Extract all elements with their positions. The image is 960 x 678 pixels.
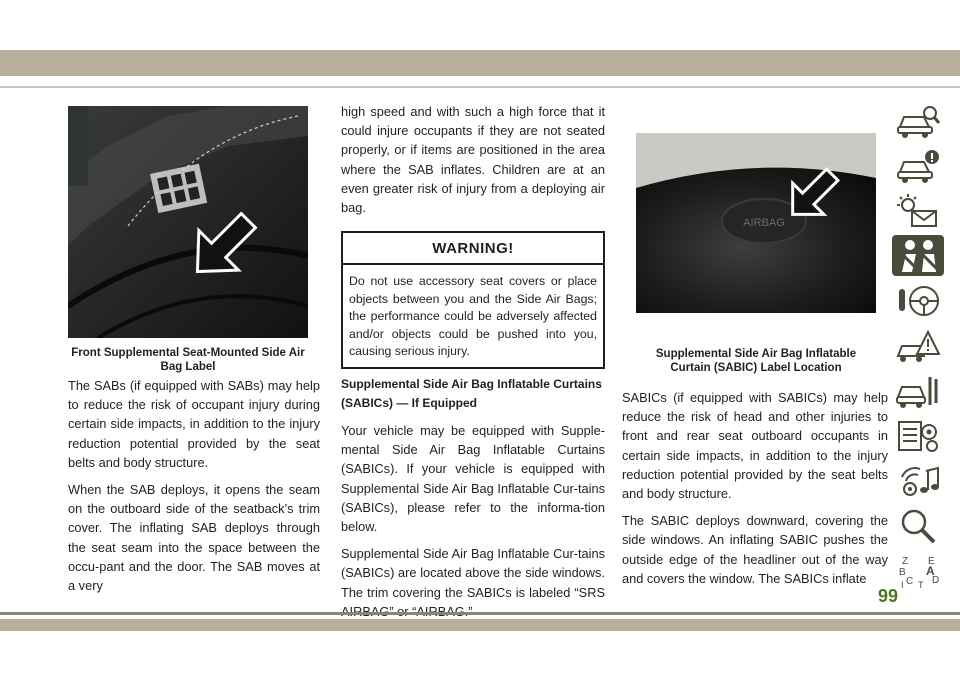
- index-letter: T: [918, 579, 924, 589]
- top-rule: [0, 86, 960, 88]
- index-letter: Z: [902, 555, 909, 567]
- bottom-rule: [0, 612, 960, 615]
- chapter-tab-multimedia[interactable]: [892, 460, 944, 501]
- left-photo-caption: Front Supplemental Seat-Mounted Side Air Bag Label: [71, 347, 305, 373]
- chapter-tab-technical-specs[interactable]: [892, 415, 944, 456]
- chapter-tab-index[interactable]: [892, 550, 944, 591]
- multimedia-icon: [896, 463, 940, 499]
- warning-lights-icon: [896, 193, 940, 229]
- chapter-tab-vehicle-info[interactable]: [892, 145, 944, 186]
- airbag-embossed-text: AIRBAG: [743, 217, 785, 229]
- chapter-tab-servicing[interactable]: [892, 370, 944, 411]
- text-column-1: [68, 376, 320, 603]
- bottom-decorative-band: [0, 619, 960, 631]
- maintenance-icon: [896, 418, 940, 454]
- sabic-label-photo: [636, 133, 876, 313]
- paragraph: Supplemental Side Air Bag Inflatable Cur-tains (SABICs) are located above the side windows. The trim covering the SABICs is labeled “SRS: [341, 546, 605, 600]
- paragraph: SABICs (if equipped with SABICs) may help reduce the risk of head and other injuries to front and rear seat outboard occupants in certain side impacts, in addition to the injury reduction potential provided by the seat belts and body structure.: [622, 390, 888, 502]
- top-decorative-band: [0, 50, 960, 76]
- index-letter: D: [932, 574, 940, 586]
- steering-wheel-key-icon: [896, 283, 940, 319]
- chapter-tab-getting-to-know[interactable]: [892, 100, 944, 141]
- right-photo-caption: Supplemental Side Air Bag Inflatable Curtain (SABIC) Label Location: [655, 348, 857, 374]
- warning-text: Do not use accessory seat covers or place objects between you and the Side Air Bags; the performance could be adversely affected and/or objects could be pushed into you, causing serious injury.: [349, 274, 597, 359]
- index-letters-icon: [896, 553, 940, 589]
- paragraph: The SABIC deploys downward, covering the side windows. An inflating SABIC pushes the outside edge of the headliner out of the way and covers the window. The SABICs inflate: [622, 513, 888, 586]
- section-subheading: Supplemental Side Air Bag Inflatable Curtains (SABICs) — If Equipped: [341, 376, 602, 410]
- chapter-tab-safety[interactable]: [892, 235, 944, 276]
- car-tools-icon: [896, 373, 940, 409]
- chapter-tab-customer-assistance[interactable]: [892, 505, 944, 546]
- index-letter: C: [906, 575, 914, 587]
- seat-airbag-label-photo: [68, 106, 308, 338]
- chapter-tab-emergency[interactable]: [892, 325, 944, 366]
- chapter-tab-warning-lights[interactable]: [892, 190, 944, 231]
- warning-box: [341, 231, 605, 369]
- paragraph: Your vehicle may be equipped with Supple-mental Side Air Bag Inflatable Curtains (SABICs). If your vehicle is equipped with Supplemental Side Air Bag Inflatable Cur-tains (SABICs), please refer to the informa-tion below.: [341, 422, 605, 534]
- paragraph: When the SAB deploys, it opens the seam on the outboard side of the seatback’s trim cover. The inflating SAB deploys through the seat seam into the space between the occu-pant and the door. The SAB moves at a very: [68, 482, 320, 594]
- car-hazard-icon: [896, 328, 940, 364]
- text-column-2: [341, 102, 605, 629]
- warning-title: WARNING!: [343, 233, 603, 265]
- paragraph: The SABs (if equipped with SABs) may help to reduce the risk of occupant injury during certain side impacts, in addition to the injury reduction potential provided by the seat belts and body structure.: [68, 378, 320, 470]
- text-column-3: [622, 388, 888, 596]
- index-letter: E: [928, 555, 935, 567]
- car-search-icon: [896, 103, 940, 139]
- index-letter: I: [901, 579, 904, 589]
- search-index-icon: [896, 508, 940, 544]
- index-letter: A: [926, 563, 935, 578]
- page-number: 99: [877, 586, 898, 606]
- chapter-tab-starting-operating[interactable]: [892, 280, 944, 321]
- car-info-icon: [896, 148, 940, 184]
- safety-airbag-icon: [896, 238, 940, 274]
- index-letter: B: [899, 566, 906, 578]
- paragraph: high speed and with such a high force that it could injure occupants if they are not seated properly, or if items are positioned in the area where the SAB inflates. Children are at an even greater risk of injury from a deploying air bag.: [341, 104, 605, 216]
- chapter-sidebar: [892, 100, 948, 595]
